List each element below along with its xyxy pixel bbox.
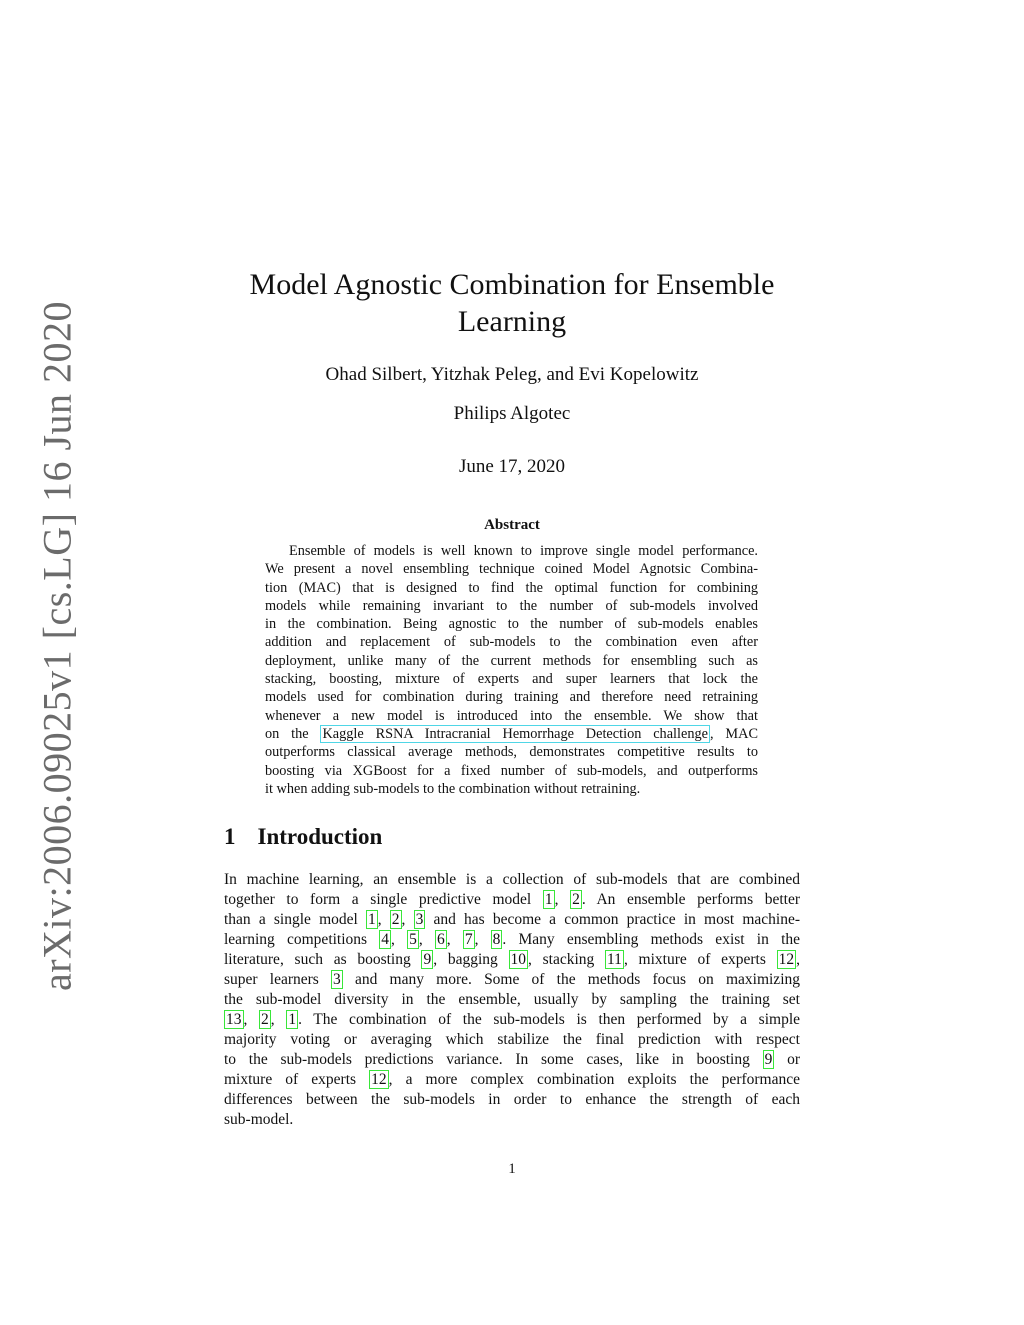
- intro-text: , stacking: [528, 951, 605, 968]
- citation-link[interactable]: 12: [778, 951, 795, 968]
- intro-text: , a more complex combination exploits the performance: [388, 1071, 800, 1088]
- intro-text: together to form a single predictive model: [224, 891, 543, 908]
- intro-text: . An ensemble performs better: [581, 891, 800, 908]
- citation-link[interactable]: 2: [572, 891, 580, 908]
- intro-text: ,: [446, 931, 463, 948]
- abstract-line: tion (MAC) that is designed to find the optimal function for combining: [265, 579, 758, 596]
- abstract-line: deployment, unlike many of the current methods for ensembling such as: [265, 652, 758, 669]
- citation-link[interactable]: 6: [436, 931, 445, 948]
- intro-line: [224, 1050, 800, 1070]
- intro-line: [224, 990, 800, 1010]
- intro-text: literature, such as boosting: [224, 951, 422, 968]
- intro-text: . Many ensembling methods exist in the: [502, 931, 801, 948]
- citation-link[interactable]: 9: [423, 951, 432, 968]
- paper-title-line-2: Learning: [457, 305, 567, 338]
- paper-title-line-1: Model Agnostic Combination for Ensemble: [249, 268, 775, 301]
- intro-text: ,: [474, 931, 491, 948]
- intro-line: [224, 1030, 800, 1050]
- citation-link[interactable]: 1: [367, 911, 376, 928]
- citation-link[interactable]: 4: [381, 931, 390, 948]
- intro-text: or: [774, 1051, 800, 1068]
- intro-text: In machine learning, an ensemble is a collection of sub-models that are combined: [224, 871, 800, 888]
- affiliation: Philips Algotec: [453, 403, 571, 424]
- authors: Ohad Silbert, Yitzhak Peleg, and Evi Kopelowitz: [325, 364, 699, 385]
- citation-link[interactable]: 10: [510, 951, 526, 968]
- introduction-paragraph: [224, 870, 800, 1130]
- abstract-line: it when adding sub-models to the combination without retraining.: [265, 780, 641, 797]
- intro-text: , bagging: [433, 951, 509, 968]
- intro-line: [224, 910, 800, 930]
- citation-link[interactable]: 1: [288, 1011, 297, 1028]
- citation-link[interactable]: 5: [409, 931, 417, 948]
- citation-link[interactable]: 2: [391, 911, 400, 928]
- abstract-link-suffix: , MAC: [709, 725, 758, 742]
- intro-text: ,: [418, 931, 435, 948]
- intro-text: mixture of experts: [224, 1071, 370, 1088]
- publication-date: June 17, 2020: [458, 456, 566, 477]
- abstract-line: Ensemble of models is well known to improve single model performance.: [289, 543, 758, 559]
- intro-line: [224, 890, 800, 910]
- intro-line: [224, 1070, 800, 1090]
- abstract-link-prefix: on the: [265, 725, 321, 742]
- intro-text: than a single model: [224, 911, 366, 928]
- intro-text: majority voting or averaging which stabilize the final prediction with respect: [224, 1031, 800, 1048]
- kaggle-challenge-link[interactable]: Kaggle RSNA Intracranial Hemorrhage Detection challenge: [322, 725, 708, 742]
- citation-link[interactable]: 7: [464, 931, 473, 948]
- abstract-line: in the combination. Being agnostic to the number of sub-models enables: [265, 616, 758, 633]
- citation-link[interactable]: 3: [333, 971, 341, 988]
- citation-link[interactable]: 1: [544, 891, 553, 908]
- intro-line: [224, 1110, 800, 1130]
- abstract-line: [265, 725, 758, 743]
- paper-title: [200, 266, 824, 340]
- intro-line: [224, 950, 800, 970]
- intro-text: learning competitions: [224, 931, 380, 948]
- intro-text: ,: [270, 1011, 287, 1028]
- abstract-line: stacking, boosting, mixture of experts and super learners that lock the: [265, 671, 758, 688]
- intro-text: and has become a common practice in most machine-: [425, 911, 801, 928]
- abstract-line: boosting via XGBoost for a fixed number of sub-models, and outperforms: [265, 762, 758, 779]
- abstract-line: whenever a new model is introduced into the ensemble. We show that: [265, 707, 758, 724]
- section-title: Introduction: [257, 824, 383, 849]
- intro-text: to the sub-models predictions variance. In some cases, like in boosting: [224, 1051, 763, 1068]
- abstract-line: addition and replacement of sub-models to the combination even after: [265, 634, 758, 651]
- page-number: 1: [508, 1161, 516, 1177]
- intro-text: ,: [377, 911, 390, 928]
- abstract-line: models while remaining invariant to the number of sub-models involved: [265, 597, 758, 614]
- intro-line: [224, 970, 800, 990]
- intro-text: ,: [391, 931, 408, 948]
- abstract-heading: Abstract: [484, 517, 540, 533]
- citation-link[interactable]: 3: [415, 911, 424, 928]
- citation-link[interactable]: 2: [261, 1011, 269, 1028]
- intro-text: ,: [243, 1011, 260, 1028]
- intro-text: . The combination of the sub-models is then performed by a simple: [298, 1011, 801, 1028]
- arxiv-identifier-stamp: arXiv:2006.09025v1 [cs.LG] 16 Jun 2020: [34, 300, 80, 992]
- intro-text: and many more. Some of the methods focus on maximizing: [342, 971, 800, 988]
- intro-text: super learners: [224, 971, 332, 988]
- intro-text: sub-model.: [224, 1111, 294, 1128]
- section-heading-introduction: [224, 824, 382, 850]
- citation-link[interactable]: 9: [764, 1051, 773, 1068]
- intro-text: the sub-model diversity in the ensemble, usually by sampling the training set: [224, 991, 800, 1008]
- abstract-line: outperforms classical average methods, demonstrates competitive results to: [265, 744, 758, 761]
- intro-line: [224, 870, 800, 890]
- intro-line: [224, 1090, 800, 1110]
- intro-line: [224, 1010, 800, 1030]
- citation-link[interactable]: 12: [371, 1071, 387, 1088]
- citation-link[interactable]: 8: [492, 931, 501, 948]
- abstract-line: We present a novel ensembling technique coined Model Agnotsic Combina-: [265, 561, 758, 578]
- intro-text: , mixture of experts: [623, 951, 777, 968]
- intro-text: ,: [401, 911, 414, 928]
- abstract-line: models used for combination during training and therefore need retraining: [265, 689, 758, 706]
- section-number: 1: [224, 824, 236, 849]
- intro-text: differences between the sub-models in order to enhance the strength of each: [224, 1091, 800, 1108]
- intro-text: ,: [554, 891, 571, 908]
- intro-text: ,: [796, 951, 801, 968]
- citation-link[interactable]: 13: [226, 1011, 242, 1028]
- intro-line: [224, 930, 800, 950]
- citation-link[interactable]: 11: [607, 951, 622, 968]
- abstract-body: [265, 542, 758, 798]
